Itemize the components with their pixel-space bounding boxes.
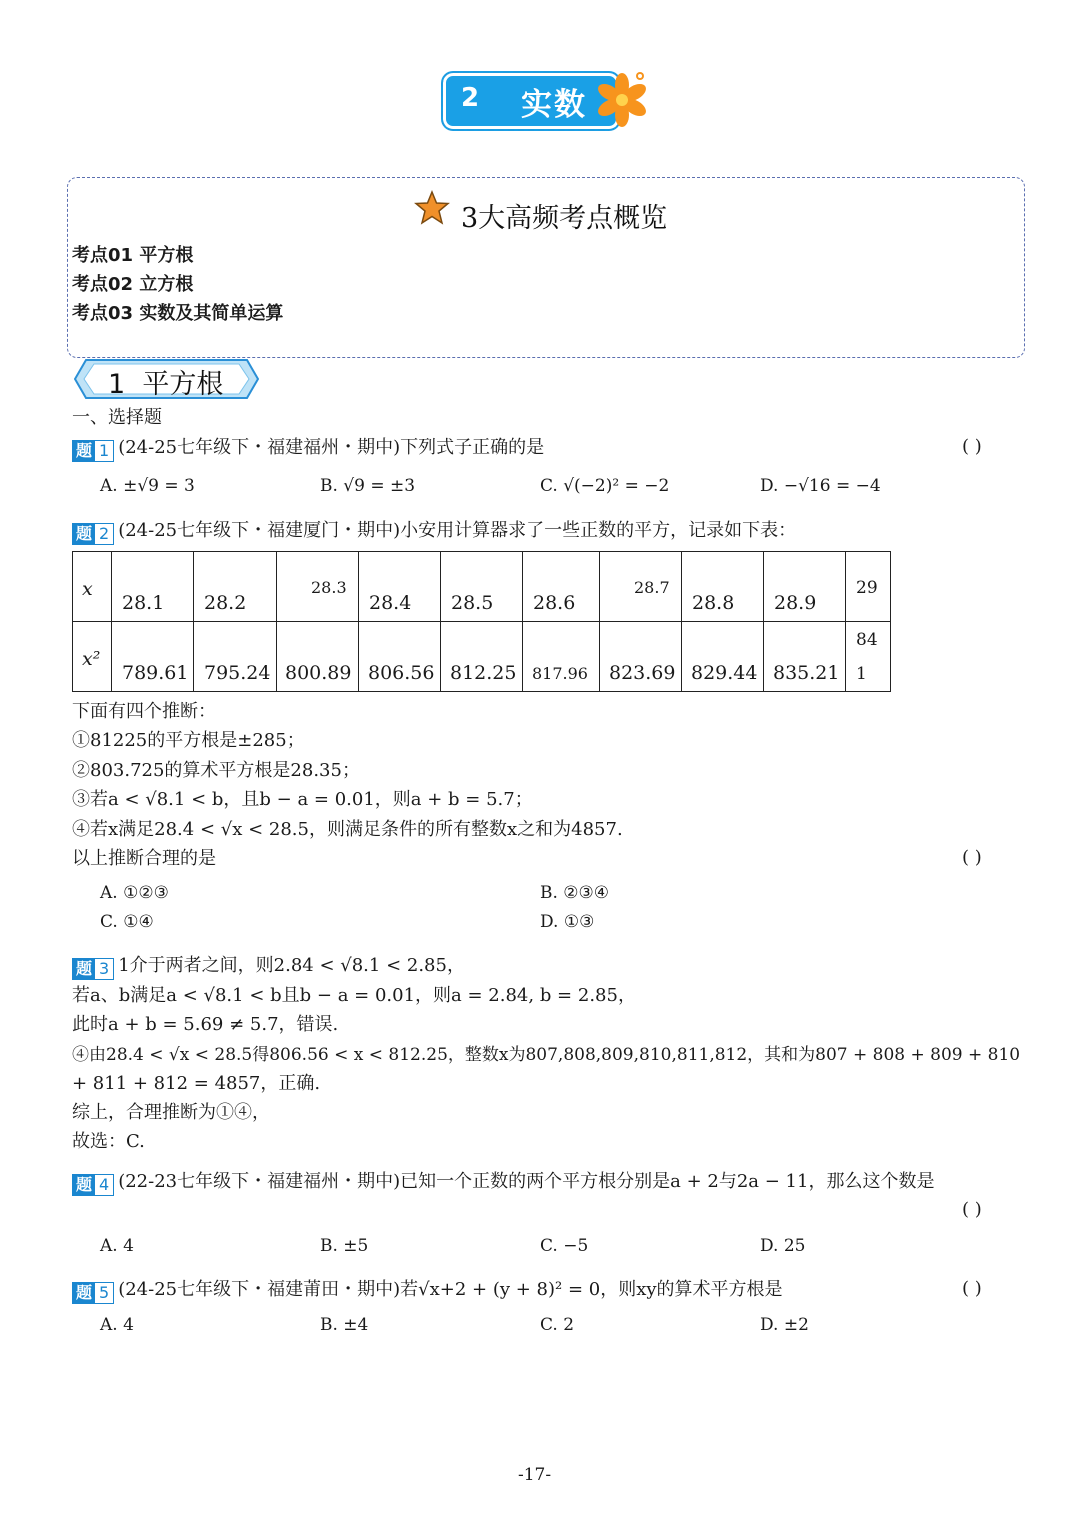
q5-option-c: C. 2 — [540, 1315, 575, 1335]
q4-text: (22-23七年级下・福建福州・期中)已知一个正数的两个平方根分别是a + 2与2a − 11，那么这个数是 — [118, 1171, 935, 1192]
star-icon — [414, 190, 450, 226]
page-number: -17- — [518, 1465, 552, 1485]
cell-value: 28.4 — [369, 592, 412, 614]
q1-stem — [72, 436, 544, 462]
q4-option-c: C. −5 — [540, 1236, 589, 1256]
q5-text: (24-25七年级下・福建莆田・期中)若√x+2 + (y + 8)² = 0，则xy的算术平方根是 — [118, 1279, 783, 1300]
q3-line-3: 此时a + b = 5.69 ≠ 5.7，错误. — [72, 1014, 339, 1035]
q5-option-b: B. ±4 — [320, 1315, 369, 1335]
section-number: 1 — [108, 369, 126, 400]
question-tag-label: 题 — [73, 1283, 95, 1303]
cell-value: 789.61 — [122, 662, 189, 684]
q3-line-1 — [72, 954, 465, 980]
table-row-head: x² — [82, 648, 101, 670]
table-cell — [523, 552, 600, 622]
q3-text: 1介于两者之间，则2.84 < √8.1 < 2.85， — [118, 955, 465, 976]
question-tag — [72, 440, 114, 462]
q2-option-c: C. ①④ — [100, 912, 154, 932]
table-cell — [600, 552, 682, 622]
table-cell — [277, 622, 359, 692]
question-number: 5 — [99, 1283, 110, 1302]
q2-text: (24-25七年级下・福建厦门・期中)小安用计算器求了一些正数的平方，记录如下表： — [118, 520, 797, 541]
chapter-title: 实数 — [521, 87, 587, 123]
q2-line-1: 下面有四个推断： — [72, 701, 216, 722]
q4-stem — [72, 1170, 934, 1196]
cell-value: 28.5 — [451, 592, 494, 614]
table-cell — [277, 552, 359, 622]
table-cell — [764, 622, 846, 692]
q3-line-6: 综上，合理推断为①④， — [72, 1102, 270, 1123]
table-cell — [846, 622, 891, 692]
q3-line-2: 若a、b满足a < √8.1 < b且b − a = 0.01，则a = 2.84, b = 2.85， — [72, 985, 636, 1006]
table-cell — [112, 552, 194, 622]
cell-value: 1 — [856, 664, 867, 684]
q3-line-4: ④由28.4 < √x < 28.5得806.56 < x < 812.25，整数x为807,808,809,810,811,812，其和为807 + 808 + 809 + 810 — [72, 1045, 1021, 1065]
q3-line-5: + 811 + 812 = 4857，正确. — [72, 1073, 321, 1094]
q2-line-5: ④若x满足28.4 < √x < 28.5，则满足条件的所有整数x之和为4857. — [72, 819, 623, 840]
cell-value: 28.2 — [204, 592, 247, 614]
q4-option-a: A. 4 — [100, 1236, 134, 1256]
q2-option-d: D. ①③ — [540, 912, 595, 932]
q1-option-c: C. √(−2)² = −2 — [540, 476, 670, 496]
table-cell — [359, 552, 441, 622]
q4-option-d: D. 25 — [760, 1236, 806, 1256]
q1-option-b: B. √9 = ±3 — [320, 476, 416, 496]
q1-option-d: D. −√16 = −4 — [760, 476, 881, 496]
cell-value: 28.3 — [311, 578, 347, 597]
table-cell — [441, 552, 523, 622]
cell-value: 817.96 — [532, 664, 588, 683]
question-number: 2 — [99, 524, 110, 543]
q1-text: (24-25七年级下・福建福州・期中)下列式子正确的是 — [118, 437, 545, 458]
chapter-number: 2 — [461, 83, 480, 113]
q2-answer-paren: ( ) — [962, 847, 982, 868]
overview-item-3: 考点03 实数及其简单运算 — [72, 303, 284, 324]
cell-value: 835.21 — [773, 662, 840, 684]
q2-option-a: A. ①②③ — [100, 883, 169, 903]
question-tag-label: 题 — [73, 959, 95, 979]
question-number: 1 — [99, 441, 110, 460]
question-tag — [72, 1282, 114, 1304]
table-cell — [194, 622, 277, 692]
q5-option-d: D. ±2 — [760, 1315, 809, 1335]
q5-option-a: A. 4 — [100, 1315, 134, 1335]
q2-stem — [72, 519, 796, 545]
overview-item-1: 考点01 平方根 — [72, 245, 194, 266]
table-row-head: x — [82, 578, 93, 600]
cell-value: 29 — [856, 578, 878, 598]
table-row — [73, 622, 891, 692]
question-number: 3 — [99, 959, 110, 978]
section-title: 平方根 — [142, 369, 224, 400]
question-tag-label: 题 — [73, 524, 95, 544]
cell-value: 84 — [856, 630, 878, 650]
q2-line-3: ②803.725的算术平方根是28.35； — [72, 760, 360, 781]
overview-title: 3大高频考点概览 — [461, 203, 668, 234]
table-cell — [359, 622, 441, 692]
cell-value: 812.25 — [450, 662, 517, 684]
table-cell — [764, 552, 846, 622]
q3-line-7: 故选：C. — [72, 1131, 145, 1152]
q2-line-6: 以上推断合理的是 — [72, 848, 216, 869]
cell-value: 28.1 — [122, 592, 165, 614]
table-cell — [73, 552, 112, 622]
table-cell — [112, 622, 194, 692]
q2-line-4: ③若a < √8.1 < b，且b − a = 0.01，则a + b = 5.7； — [72, 789, 533, 810]
table-cell — [682, 552, 764, 622]
question-tag — [72, 958, 114, 980]
table-cell — [194, 552, 277, 622]
cell-value: 806.56 — [368, 662, 435, 684]
question-tag — [72, 1174, 114, 1196]
overview-item-2: 考点02 立方根 — [72, 274, 194, 295]
cell-value: 28.6 — [533, 592, 576, 614]
q5-stem — [72, 1278, 783, 1304]
table-cell — [523, 622, 600, 692]
cell-value: 28.8 — [692, 592, 735, 614]
q2-option-b: B. ②③④ — [540, 883, 610, 903]
q1-answer-paren: ( ) — [962, 436, 982, 457]
cell-value: 823.69 — [609, 662, 676, 684]
section-tab — [74, 358, 259, 400]
cell-value: 28.9 — [774, 592, 817, 614]
question-tag-label: 题 — [73, 441, 95, 461]
section-subheading: 一、选择题 — [72, 407, 162, 428]
table-row — [73, 552, 891, 622]
cell-value: 829.44 — [691, 662, 758, 684]
cell-value: 795.24 — [204, 662, 271, 684]
squares-table — [72, 551, 891, 692]
table-cell — [441, 622, 523, 692]
q5-answer-paren: ( ) — [962, 1278, 982, 1299]
question-tag — [72, 523, 114, 545]
q2-line-2: ①81225的平方根是±285； — [72, 730, 305, 751]
table-cell — [682, 622, 764, 692]
question-number: 4 — [99, 1175, 110, 1194]
cell-value: 28.7 — [634, 578, 670, 597]
q1-option-a: A. ±√9 = 3 — [100, 476, 195, 496]
flower-icon — [594, 66, 652, 128]
cell-value: 800.89 — [285, 662, 352, 684]
table-cell — [600, 622, 682, 692]
table-cell — [73, 622, 112, 692]
section-label — [108, 362, 223, 401]
q4-answer-paren: ( ) — [962, 1199, 982, 1220]
table-cell — [846, 552, 891, 622]
q4-option-b: B. ±5 — [320, 1236, 369, 1256]
question-tag-label: 题 — [73, 1175, 95, 1195]
